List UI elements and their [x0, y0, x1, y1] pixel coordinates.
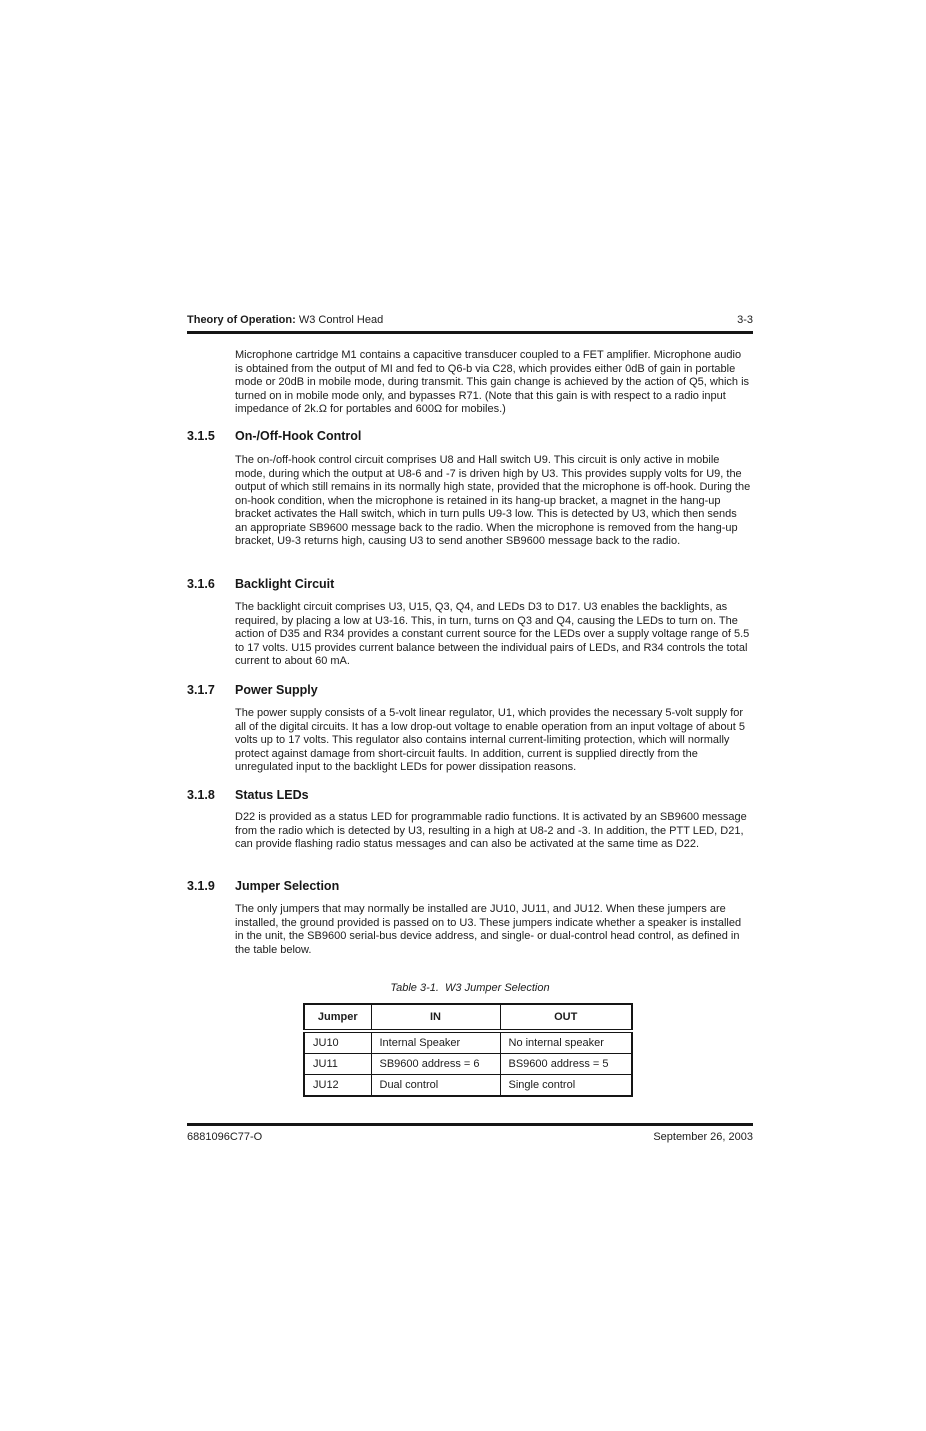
section-heading-3-1-9 [187, 879, 753, 894]
column-header-in: IN [371, 1004, 500, 1031]
section-paragraph-3-1-9: The only jumpers that may normally be installed are JU10, JU11, and JU12. When these jumpers are installed, the ground provided is passed on to U3. These jumpers indicate whether a speaker is installed in the unit, the SB9600 serial-bus device address, and single- or dual-control head control, as defined in the table below. [235, 903, 742, 956]
column-header-out: OUT [500, 1004, 632, 1031]
running-footer [187, 1131, 753, 1144]
table-caption: Table 3-1. W3 Jumper Selection [390, 982, 550, 994]
table-row [304, 1031, 632, 1054]
section-number: 3.1.6 [187, 577, 215, 591]
section-title: Backlight Circuit [235, 577, 335, 591]
header-rule [187, 331, 753, 334]
cell-jumper: JU11 [304, 1054, 371, 1075]
footer-date: September 26, 2003 [653, 1131, 753, 1143]
section-number: 3.1.5 [187, 429, 215, 443]
jumper-selection-table [303, 1003, 633, 1097]
cell-out: Single control [500, 1075, 632, 1097]
section-heading-3-1-8 [187, 788, 753, 803]
running-header [187, 314, 753, 327]
section-heading-3-1-6 [187, 577, 753, 592]
cell-in: Internal Speaker [371, 1031, 500, 1054]
section-title: On-/Off-Hook Control [235, 429, 362, 443]
footer-rule [187, 1123, 753, 1126]
section-title: Jumper Selection [235, 879, 340, 893]
section-paragraph-3-1-6: The backlight circuit comprises U3, U15, Q3, Q4, and LEDs D3 to D17. U3 enables the backlights, as required, by placing a low at U3-16. This, in turn, turns on Q3 and Q4, causing the LEDs to turn on. The action of D35 and R34 provides a constant current source for the LEDs over a supply voltage range of 5.5 to 17 volts. U15 provides current balance between the individual pairs of LEDs, and R34 controls the total current to about 60 mA. [235, 601, 750, 667]
column-header-jumper: Jumper [304, 1004, 371, 1031]
section-number: 3.1.8 [187, 788, 215, 802]
header-title [187, 314, 383, 327]
cell-jumper: JU10 [304, 1031, 371, 1054]
cell-out: BS9600 address = 5 [500, 1054, 632, 1075]
header-page-number: 3-3 [737, 314, 753, 326]
table-row [304, 1075, 632, 1097]
table-header-row [304, 1004, 632, 1031]
section-number: 3.1.9 [187, 879, 215, 893]
table-row [304, 1054, 632, 1075]
section-paragraph-3-1-8: D22 is provided as a status LED for programmable radio functions. It is activated by an SB9600 message from the radio which is detected by U3, resulting in a high at U8-2 and -3. In addition, the PTT LED, D21, can provide flashing radio status messages and can also be activated at the same time as D22. [235, 811, 747, 850]
section-paragraph-3-1-5: The on-/off-hook control circuit comprises U8 and Hall switch U9. This circuit is only active in mobile mode, during which the output at U8-6 and -7 is driven high by U3. This provides supply volts for U9, the output of which still remains in its normally high state, provided that the microphone is off-hook. During the on-hook condition, when the microphone is retained in its hang-up bracket, a magnet in the hang-up bracket activates the Hall switch, which in turn pulls U9-3 low. This is detected by U3, which then sends an appropriate SB9600 message back to the radio. When the microphone is removed from the hang-up bracket, U9-3 returns high, causing U3 to send another SB9600 message back to the radio. [235, 454, 751, 547]
section-paragraph-3-1-7: The power supply consists of a 5-volt linear regulator, U1, which provides the necessary 5-volt supply for all of the digital circuits. It has a low drop-out voltage to enable operation from an input voltage of about 5 volts up to 17 volts. This regulator also contains internal current-limiting protection, which will normally protect against damage from short-circuit faults. In addition, current is supplied directly from the unregulated input to the backlight LEDs for power dissipation reasons. [235, 707, 745, 773]
section-heading-3-1-5 [187, 429, 753, 444]
cell-out: No internal speaker [500, 1031, 632, 1054]
cell-in: Dual control [371, 1075, 500, 1097]
section-title: Status LEDs [235, 788, 309, 802]
header-section-label: Theory of Operation: [187, 314, 296, 326]
footer-part-number: 6881096C77-O [187, 1131, 263, 1143]
header-chapter-label: W3 Control Head [295, 314, 384, 326]
cell-in: SB9600 address = 6 [371, 1054, 500, 1075]
cell-jumper: JU12 [304, 1075, 371, 1097]
section-title: Power Supply [235, 683, 318, 697]
section-number: 3.1.7 [187, 683, 215, 697]
section-heading-3-1-7 [187, 683, 753, 698]
intro-paragraph: Microphone cartridge M1 contains a capacitive transducer coupled to a FET amplifier. Microphone audio is obtained from the output of MI and fed to Q6-b via C28, which provides either 0dB of gain in portable mode or 20dB in mobile mode, during transmit. This gain change is achieved by the action of Q5, which is turned on in mobile mode only, and bypasses R71. (Note that this gain is with respect to a radio input impedance of 2k.Ω for portables and 600Ω for mobiles.) [235, 349, 750, 415]
